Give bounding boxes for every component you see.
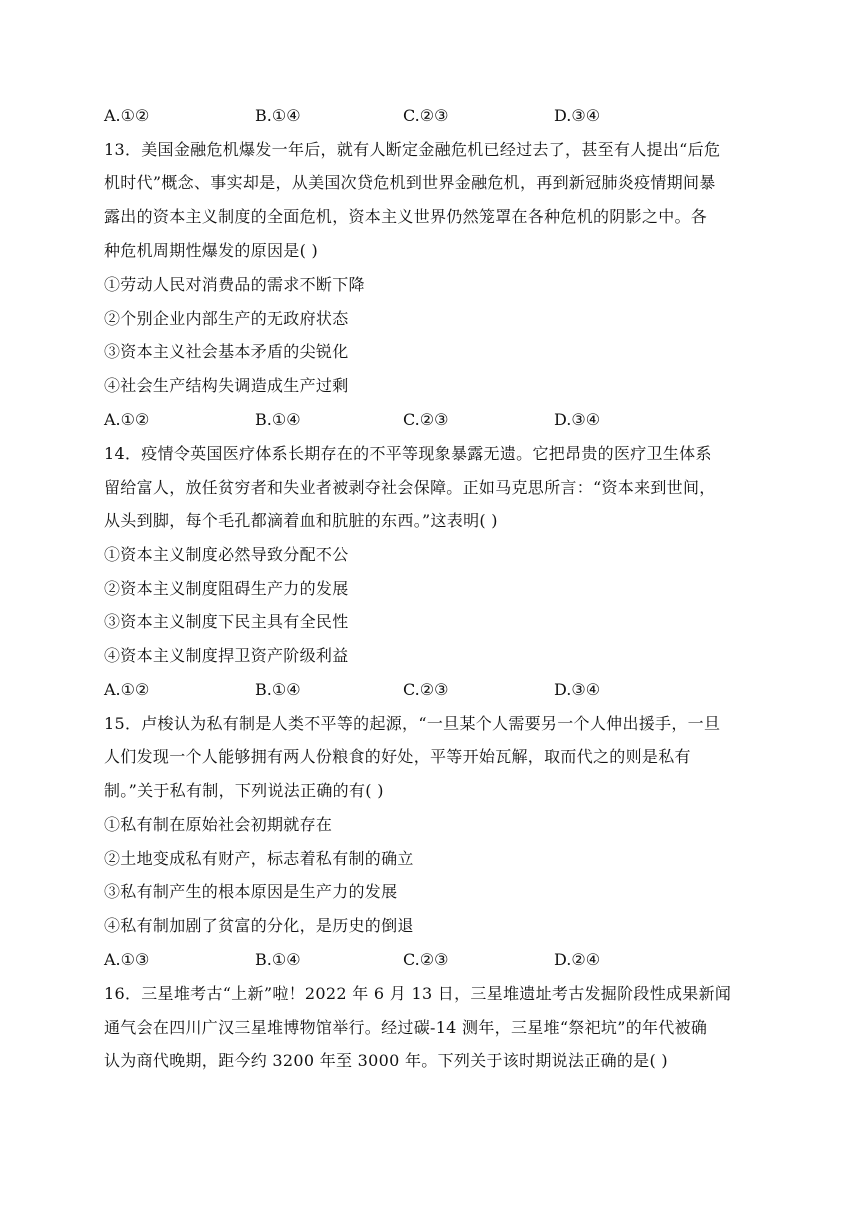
q15-item-1: ①私有制在原始社会初期就存在 bbox=[104, 815, 333, 834]
q14-option-a: A.①② bbox=[104, 680, 150, 699]
q12-option-b: B.①④ bbox=[255, 106, 301, 125]
q15-option-a: A.①③ bbox=[104, 950, 150, 969]
q16-stem-line: 认为商代晚期，距今约 3200 年至 3000 年。下列关于该时期说法正确的是( ) bbox=[104, 1051, 668, 1070]
q13-stem-line: 机时代”概念、事实却是，从美国次贷危机到世界金融危机，再到新冠肺炎疫情期间暴 bbox=[104, 173, 716, 192]
q13-item-1: ①劳动人民对消费品的需求不断下降 bbox=[104, 275, 365, 294]
q13-option-b: B.①④ bbox=[255, 410, 301, 429]
q14-option-b: B.①④ bbox=[255, 680, 301, 699]
q16-stem-line: 16．三星堆考古“上新”啦！2022 年 6 月 13 日，三星堆遗址考古发掘阶段性成果新闻 bbox=[104, 984, 732, 1003]
q15-item-3: ③私有制产生的根本原因是生产力的发展 bbox=[104, 882, 398, 901]
q12-option-a: A.①② bbox=[104, 106, 150, 125]
q13-item-3: ③资本主义社会基本矛盾的尖锐化 bbox=[104, 342, 349, 361]
q13-option-d: D.③④ bbox=[554, 410, 601, 429]
q13-stem-line: 种危机周期性爆发的原因是( ) bbox=[104, 241, 319, 260]
q13-item-4: ④社会生产结构失调造成生产过剩 bbox=[104, 376, 349, 395]
q12-option-d: D.③④ bbox=[554, 106, 601, 125]
q14-option-d: D.③④ bbox=[554, 680, 601, 699]
q14-option-c: C.②③ bbox=[403, 680, 449, 699]
q16-stem-line: 通气会在四川广汉三星堆博物馆举行。经过碳-14 测年，三星堆“祭祀坑”的年代被确 bbox=[104, 1018, 708, 1037]
q12-option-c: C.②③ bbox=[403, 106, 449, 125]
q14-item-4: ④资本主义制度捍卫资产阶级利益 bbox=[104, 646, 349, 665]
q13-option-c: C.②③ bbox=[403, 410, 449, 429]
q14-item-1: ①资本主义制度必然导致分配不公 bbox=[104, 545, 349, 564]
q13-option-a: A.①② bbox=[104, 410, 150, 429]
q14-stem-line: 14．疫情令英国医疗体系长期存在的不平等现象暴露无遗。它把昂贵的医疗卫生体系 bbox=[104, 444, 712, 463]
q15-option-d: D.②④ bbox=[554, 950, 601, 969]
q15-option-b: B.①④ bbox=[255, 950, 301, 969]
q15-option-c: C.②③ bbox=[403, 950, 449, 969]
q15-stem-line: 制。”关于私有制，下列说法正确的有( ) bbox=[104, 781, 384, 800]
q15-item-4: ④私有制加剧了贫富的分化，是历史的倒退 bbox=[104, 916, 414, 935]
q14-item-2: ②资本主义制度阻碍生产力的发展 bbox=[104, 579, 349, 598]
q14-item-3: ③资本主义制度下民主具有全民性 bbox=[104, 612, 349, 631]
q13-stem-line: 13．美国金融危机爆发一年后，就有人断定金融危机已经过去了，甚至有人提出“后危 bbox=[104, 140, 721, 159]
q15-stem-line: 15．卢梭认为私有制是人类不平等的起源，“一旦某个人需要另一个人伸出援手，一旦 bbox=[104, 714, 721, 733]
q14-stem-line: 从头到脚，每个毛孔都滴着血和肮脏的东西。”这表明( ) bbox=[104, 511, 498, 530]
q15-stem-line: 人们发现一个人能够拥有两人份粮食的好处，平等开始瓦解，取而代之的则是私有 bbox=[104, 747, 691, 766]
q13-stem-line: 露出的资本主义制度的全面危机，资本主义世界仍然笼罩在各种危机的阴影之中。各 bbox=[104, 207, 708, 226]
q14-stem-line: 留给富人，放任贫穷者和失业者被剥夺社会保障。正如马克思所言：“资本来到世间， bbox=[104, 478, 716, 497]
q13-item-2: ②个别企业内部生产的无政府状态 bbox=[104, 309, 349, 328]
q15-item-2: ②土地变成私有财产，标志着私有制的确立 bbox=[104, 849, 414, 868]
